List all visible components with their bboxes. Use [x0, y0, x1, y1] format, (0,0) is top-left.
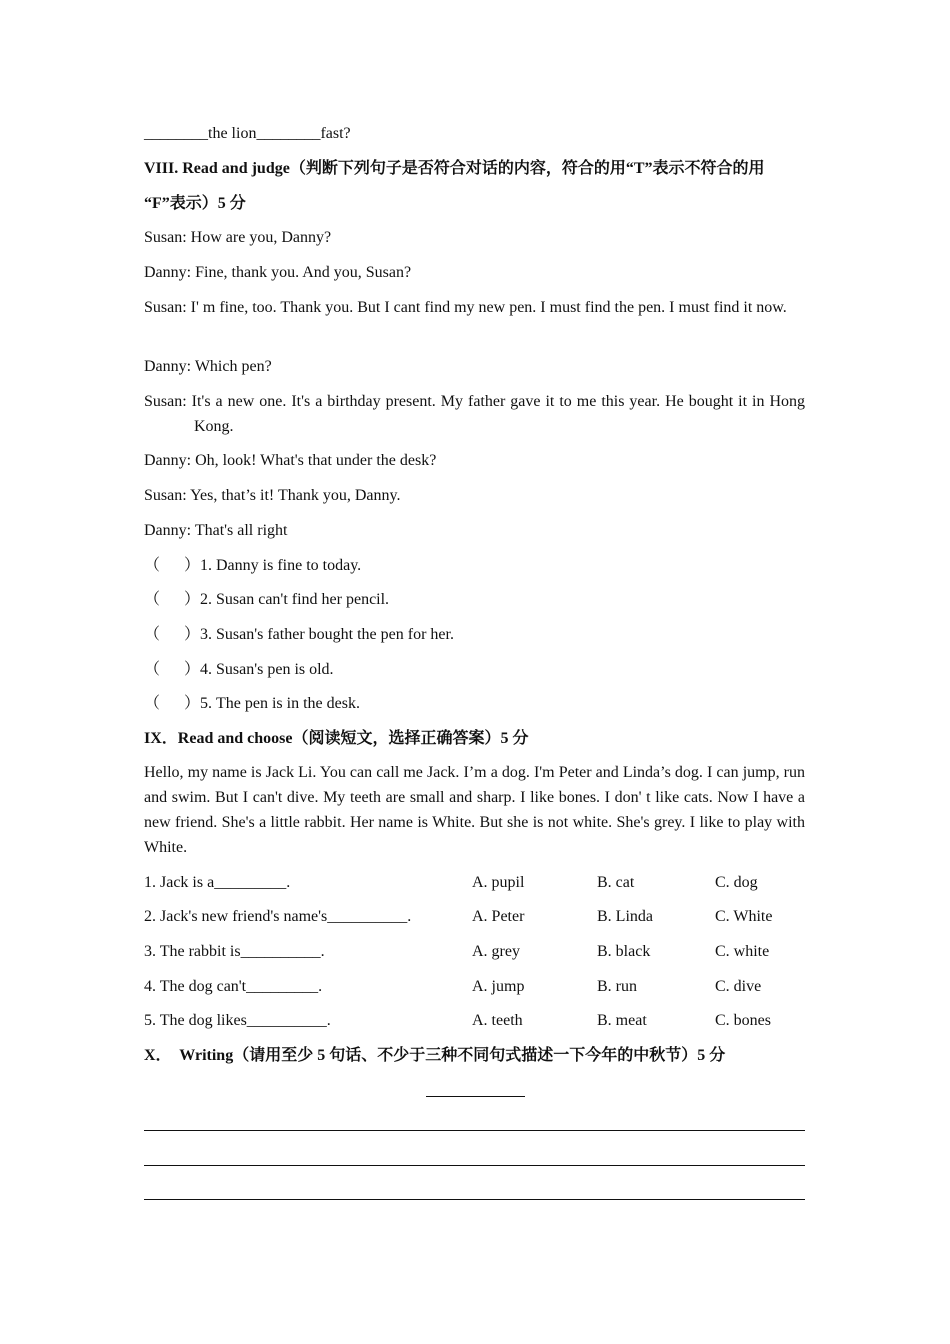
- dialogue-line: Danny: That's all right: [144, 522, 288, 539]
- judge-item: （ ）3. Susan's father bought the pen for her.: [144, 626, 454, 643]
- question-text: 5. The dog likes__________.: [144, 1012, 331, 1029]
- fill-blank-line: ________the lion________fast?: [144, 125, 351, 142]
- option-b: B. run: [597, 978, 637, 995]
- option-b: B. black: [597, 943, 651, 960]
- option-a: A. pupil: [472, 874, 525, 891]
- title-blank-line: [426, 1096, 525, 1097]
- dialogue-line: Danny: Oh, look! What's that under the desk?: [144, 452, 437, 469]
- option-a: A. jump: [472, 978, 525, 995]
- section-10-heading: X． Writing（请用至少 5 句话、不少于三种不同句式描述一下今年的中秋节）5 分: [144, 1047, 726, 1064]
- section-8-heading-cont: “F”表示）5 分: [144, 195, 246, 212]
- judge-item: （ ）5. The pen is in the desk.: [144, 695, 360, 712]
- section-9-heading: IX．Read and choose（阅读短文，选择正确答案）5 分: [144, 730, 529, 747]
- writing-line: [144, 1199, 805, 1200]
- judge-item: （ ）1. Danny is fine to today.: [144, 557, 362, 574]
- option-c: C. dog: [715, 874, 758, 891]
- question-text: 3. The rabbit is__________.: [144, 943, 325, 960]
- judge-item: （ ）4. Susan's pen is old.: [144, 661, 334, 678]
- dialogue-line: Danny: Fine, thank you. And you, Susan?: [144, 264, 412, 281]
- question-text: 1. Jack is a_________.: [144, 874, 291, 891]
- option-b: B. cat: [597, 874, 635, 891]
- writing-line: [144, 1130, 805, 1131]
- option-c: C. White: [715, 908, 773, 925]
- question-text: 4. The dog can't_________.: [144, 978, 323, 995]
- dialogue-line: Susan: It's a new one. It's a birthday present. My father gave it to me this year. He bought it in Hong Kong.: [144, 393, 805, 435]
- dialogue-line: Susan: I' m fine, too. Thank you. But I cant find my new pen. I must find the pen. I must find it now.: [144, 299, 787, 316]
- option-a: A. grey: [472, 943, 520, 960]
- dialogue-line: Susan: Yes, that’s it! Thank you, Danny.: [144, 487, 401, 504]
- question-text: 2. Jack's new friend's name's__________.: [144, 908, 412, 925]
- option-c: C. white: [715, 943, 770, 960]
- reading-passage: Hello, my name is Jack Li. You can call me Jack. I’m a dog. I'm Peter and Linda’s dog. I can jump, run and swim. But I can't dive. My teeth are small and sharp. I like bones. I don' t like cats. Now I have a new friend. She's a little rabbit. Her name is White. But she is not white. She's grey. I like to play with White.: [144, 764, 805, 856]
- writing-line: [144, 1165, 805, 1166]
- option-a: A. teeth: [472, 1012, 523, 1029]
- option-c: C. bones: [715, 1012, 771, 1029]
- option-c: C. dive: [715, 978, 762, 995]
- dialogue-line: Danny: Which pen?: [144, 358, 272, 375]
- dialogue-line: Susan: How are you, Danny?: [144, 229, 332, 246]
- section-8-heading: VIII. Read and judge（判断下列句子是否符合对话的内容，符合的用“T”表示不符合的用: [144, 160, 765, 177]
- judge-item: （ ）2. Susan can't find her pencil.: [144, 591, 390, 608]
- option-a: A. Peter: [472, 908, 525, 925]
- option-b: B. meat: [597, 1012, 647, 1029]
- option-b: B. Linda: [597, 908, 653, 925]
